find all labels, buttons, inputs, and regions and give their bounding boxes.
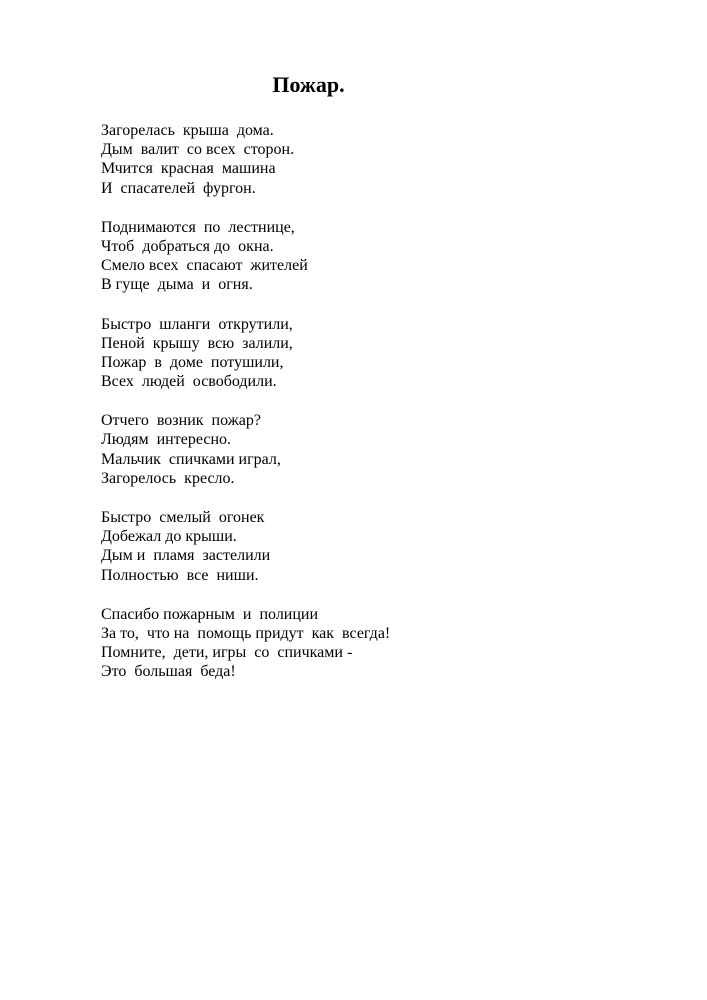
poem-line: Мальчик спичками играл, bbox=[101, 450, 281, 468]
stanza-3 bbox=[101, 315, 661, 392]
stanza-6 bbox=[101, 605, 661, 682]
stanza-1 bbox=[101, 121, 661, 198]
poem-line: Добежал до крыши. bbox=[101, 528, 237, 546]
poem-line: Всех людей освободили. bbox=[101, 373, 277, 391]
poem-line: За то, что на помощь придут как всегда! bbox=[101, 624, 391, 642]
poem-title: Пожар. bbox=[272, 72, 345, 97]
poem-line: Это большая беда! bbox=[101, 663, 236, 681]
stanza-5 bbox=[101, 508, 661, 585]
poem-line: Мчится красная машина bbox=[101, 160, 276, 178]
poem-line: Дым валит со всех сторон. bbox=[101, 141, 295, 159]
poem-line: Загорелось кресло. bbox=[101, 469, 235, 487]
poem-line: Пожар в доме потушили, bbox=[101, 353, 284, 371]
poem-line: Поднимаются по лестнице, bbox=[101, 218, 295, 236]
poem-line: Людям интересно. bbox=[101, 431, 231, 449]
poem-line: Дым и пламя застелили bbox=[101, 547, 271, 565]
poem-line: Загорелась крыша дома. bbox=[101, 122, 274, 139]
stanza-2 bbox=[101, 218, 661, 295]
poem-line: Чтоб добраться до окна. bbox=[101, 237, 274, 255]
poem-line: И спасателей фургон. bbox=[101, 179, 256, 197]
poem-line: В гуще дыма и огня. bbox=[101, 276, 253, 294]
poem-body bbox=[101, 121, 661, 702]
poem-line: Полностью все ниши. bbox=[101, 566, 259, 584]
poem-line: Смело всех спасают жителей bbox=[101, 257, 308, 275]
poem-line: Помните, дети, игры со спичками - bbox=[101, 644, 353, 662]
poem-line: Быстро смелый огонек bbox=[101, 509, 265, 526]
poem-line: Пеной крышу всю залили, bbox=[101, 334, 293, 352]
poem-line: Спасибо пожарным и полиции bbox=[101, 605, 319, 623]
poem-line: Быстро шланги открутили, bbox=[101, 315, 293, 333]
poem-line: Отчего возник пожар? bbox=[101, 412, 261, 430]
stanza-4 bbox=[101, 411, 661, 488]
